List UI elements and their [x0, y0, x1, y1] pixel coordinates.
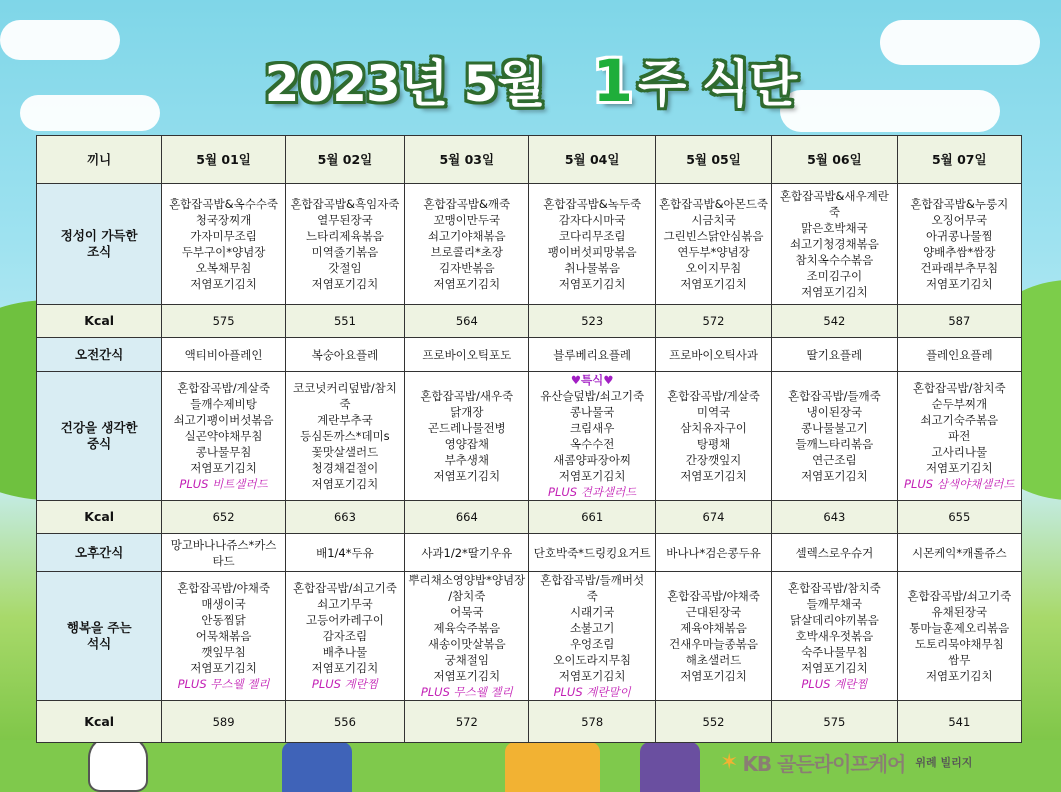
menu-item: 미역국	[696, 405, 731, 419]
menu-item: 저염포기김치	[190, 661, 257, 675]
menu-item: 새콤양파장아찌	[553, 453, 632, 467]
kcal-value: 552	[655, 701, 771, 743]
menu-item: 고사리나물	[931, 445, 988, 459]
character-legs-icon	[282, 742, 352, 792]
menu-item: 제육야채볶음	[680, 621, 747, 635]
kcal-value: 551	[285, 305, 404, 338]
menu-item: 고등어카레구이	[306, 613, 384, 627]
menu-item: 들깨수제비탕	[190, 397, 257, 411]
menu-item: 닭살데리야끼볶음	[789, 613, 879, 627]
menu-item: 혼합잡곡밥/들깨버섯	[540, 573, 645, 587]
breakfast-cell	[529, 184, 655, 305]
menu-item: 혼합잡곡밥/야채죽	[667, 589, 760, 603]
menu-item: 유산슬덮밥/쇠고기죽	[540, 389, 645, 403]
breakfast-kcal-row	[37, 305, 1022, 338]
kcal-value: 643	[772, 501, 897, 534]
afternoon-snack-row	[37, 534, 1022, 572]
snack-item: 바나나*검은콩두유	[666, 545, 761, 560]
dinner-cell	[285, 572, 404, 701]
menu-item: 저염포기김치	[433, 669, 501, 683]
kcal-value: 578	[529, 701, 655, 743]
snack-item: 망고바나나쥬스*카스	[170, 537, 277, 552]
afternoon-snack-cell	[772, 534, 897, 572]
menu-item: 미역줄기볶음	[311, 245, 379, 259]
menu-item: 저염포기김치	[925, 277, 993, 291]
menu-item: 감자다시마국	[558, 213, 626, 227]
menu-item: 쇠고기팽이버섯볶음	[173, 413, 274, 427]
lunch-cell	[897, 372, 1021, 501]
menu-item: 저염포기김치	[680, 277, 747, 291]
menu-item: 해초샐러드	[685, 653, 742, 667]
dinner-cell	[897, 572, 1021, 701]
menu-item: 혼합잡곡밥/게살죽	[667, 389, 760, 403]
brand-name: KB 골든라이프케어	[742, 751, 906, 776]
kcal-value: 523	[529, 305, 655, 338]
morning-snack-label: 오전간식	[37, 338, 162, 372]
kcal-label: Kcal	[37, 305, 162, 338]
afternoon-snack-cell	[162, 534, 285, 572]
menu-item: /참치죽	[448, 589, 486, 603]
snack-item: 플레인요플레	[897, 338, 1021, 372]
menu-item: 시금치국	[691, 213, 736, 227]
menu-item: 숙주나물무침	[801, 645, 868, 659]
header-corner: 끼니	[37, 136, 162, 184]
menu-item: 두부구이*양념장	[181, 245, 266, 259]
kcal-value: 589	[162, 701, 285, 743]
menu-item: 저염포기김치	[558, 277, 626, 291]
title-prefix: 2023년 5월	[264, 55, 545, 113]
menu-item: 아귀콩나물찜	[925, 229, 993, 243]
menu-item: 청국장찌개	[195, 213, 252, 227]
menu-item: 죽	[828, 205, 840, 219]
menu-item: 저염포기김치	[433, 469, 501, 483]
dinner-row	[37, 572, 1022, 701]
afternoon-snack-cell	[285, 534, 404, 572]
menu-item: 냉이된장국	[806, 405, 863, 419]
menu-item: 매생이국	[201, 597, 246, 611]
menu-item: 저염포기김치	[925, 669, 993, 683]
header-date: 5월 06일	[772, 136, 897, 184]
kcal-value: 572	[405, 701, 529, 743]
menu-item: 혼합잡곡밥/들깨죽	[788, 389, 881, 403]
kcal-value: 661	[529, 501, 655, 534]
menu-item: 영양잡채	[444, 437, 490, 451]
lunch-cell	[285, 372, 404, 501]
kcal-value: 655	[897, 501, 1021, 534]
menu-item: 우엉조림	[569, 637, 615, 651]
menu-item: 죽	[339, 397, 351, 411]
snack-item: 딸기요플레	[772, 338, 897, 372]
snack-item: 액티비아플레인	[162, 338, 285, 372]
snack-item: 복숭아요플레	[285, 338, 404, 372]
header-date: 5월 05일	[655, 136, 771, 184]
menu-item: 참치옥수수볶음	[795, 253, 874, 267]
special-badge: ♥특식♥	[570, 373, 614, 387]
menu-item: 혼합잡곡밥/새우죽	[420, 389, 514, 403]
plus-item: PLUS 계란찜	[311, 677, 378, 691]
breakfast-cell	[405, 184, 529, 305]
menu-item: 쌈무	[948, 653, 971, 667]
brand-branch: 위례 빌리지	[915, 756, 973, 769]
header-date: 5월 07일	[897, 136, 1021, 184]
kb-star-icon: ✶	[720, 749, 739, 775]
menu-item: 가자미무조림	[190, 229, 257, 243]
menu-item: 콩나물무침	[195, 445, 252, 459]
menu-item: 그린빈스닭안심볶음	[663, 229, 764, 243]
kcal-value: 652	[162, 501, 285, 534]
plus-item: PLUS 무스웰 젤리	[420, 685, 513, 699]
afternoon-snack-cell	[897, 534, 1021, 572]
menu-item: 꽃맛살샐러드	[311, 445, 379, 459]
page-title	[0, 44, 1061, 116]
menu-item: 저염포기김치	[680, 469, 747, 483]
menu-item: 혼합잡곡밥&녹두죽	[543, 197, 642, 211]
menu-item: 근대된장국	[685, 605, 742, 619]
menu-item: 파전	[948, 429, 971, 443]
menu-item: 순두부찌개	[931, 397, 988, 411]
snack-item: 프로바이오틱포도	[405, 338, 529, 372]
dinner-kcal-row	[37, 701, 1022, 743]
menu-item: 저염포기김치	[925, 461, 993, 475]
menu-item: 팽이버섯피망볶음	[547, 245, 637, 259]
snack-item: 타드	[212, 553, 235, 568]
kcal-value: 564	[405, 305, 529, 338]
snack-item: 블루베리요플레	[529, 338, 655, 372]
menu-item: 저염포기김치	[190, 277, 257, 291]
menu-item: 코다리무조림	[558, 229, 626, 243]
snack-item: 프로바이오틱사과	[655, 338, 771, 372]
menu-item: 양배추쌈*쌈장	[923, 245, 996, 259]
menu-item: 저염포기김치	[311, 277, 379, 291]
menu-item: 혼합잡곡밥/쇠고기죽	[293, 581, 397, 595]
menu-item: 깻잎무침	[201, 645, 246, 659]
menu-item: 저염포기김치	[190, 461, 257, 475]
lunch-kcal-row	[37, 501, 1022, 534]
menu-item: 제육숙주볶음	[433, 621, 501, 635]
menu-item: 배추나물	[322, 645, 368, 659]
dinner-cell	[405, 572, 529, 701]
dog-mascot-icon	[88, 735, 148, 792]
menu-item: 곤드레나물전병	[427, 421, 506, 435]
kcal-value: 663	[285, 501, 404, 534]
menu-item: 혼합잡곡밥/참치죽	[788, 581, 881, 595]
dinner-cell	[772, 572, 897, 701]
menu-item: 혼합잡곡밥&아몬드죽	[659, 197, 768, 211]
menu-item: 닭개장	[450, 405, 484, 419]
snack-item: 단호박죽*드링킹요거트	[533, 545, 651, 560]
afternoon-snack-cell	[405, 534, 529, 572]
afternoon-snack-cell	[529, 534, 655, 572]
menu-item: 느타리제육볶음	[306, 229, 384, 243]
snack-item: 셀렉스로우슈거	[795, 545, 874, 560]
dinner-cell	[529, 572, 655, 701]
menu-item: 맑은호박채국	[801, 221, 868, 235]
menu-item: 시래기국	[569, 605, 615, 619]
kcal-value: 664	[405, 501, 529, 534]
snack-item: 시몬케익*캐롤쥬스	[911, 545, 1007, 560]
kcal-value: 575	[772, 701, 897, 743]
menu-item: 혼합잡곡밥/게살죽	[177, 381, 270, 395]
menu-item: 저염포기김치	[801, 469, 868, 483]
menu-item: 크림새우	[569, 421, 615, 435]
header-row	[37, 136, 1022, 184]
lunch-cell	[405, 372, 529, 501]
kcal-value: 541	[897, 701, 1021, 743]
menu-item: 어묵국	[450, 605, 484, 619]
menu-item: 꼬맹이만두국	[433, 213, 501, 227]
kcal-value: 587	[897, 305, 1021, 338]
menu-item: 오이도라지무침	[553, 653, 632, 667]
character-legs-icon	[640, 742, 700, 792]
menu-item: 어묵채볶음	[195, 629, 252, 643]
header-date: 5월 01일	[162, 136, 285, 184]
breakfast-cell	[655, 184, 771, 305]
afternoon-snack-cell	[655, 534, 771, 572]
snack-item: 배1/4*두유	[316, 545, 374, 560]
lunch-cell	[655, 372, 771, 501]
menu-item: 오복채무침	[195, 261, 252, 275]
menu-item: 건파래부추무침	[920, 261, 999, 275]
dinner-cell	[655, 572, 771, 701]
header-date: 5월 02일	[285, 136, 404, 184]
menu-item: 오징어무국	[931, 213, 988, 227]
lunch-cell	[772, 372, 897, 501]
breakfast-cell	[772, 184, 897, 305]
menu-item: 호박새우젓볶음	[795, 629, 874, 643]
kcal-value: 575	[162, 305, 285, 338]
menu-item: 소불고기	[569, 621, 615, 635]
menu-item: 혼합잡곡밥/참치죽	[912, 381, 1006, 395]
brand-logo	[720, 747, 1050, 777]
menu-item: 쇠고기야채볶음	[427, 229, 506, 243]
menu-item: 들깨느타리볶음	[795, 437, 874, 451]
menu-item: 혼합잡곡밥&누룽지	[910, 197, 1009, 211]
snack-item: 사과1/2*딸기우유	[421, 545, 513, 560]
menu-item: 취나물볶음	[564, 261, 620, 275]
menu-item: 감자조림	[322, 629, 368, 643]
plus-item: PLUS 견과샐러드	[548, 485, 637, 499]
menu-item: 저염포기김치	[558, 469, 626, 483]
kcal-value: 572	[655, 305, 771, 338]
menu-item: 저염포기김치	[680, 669, 747, 683]
menu-item: 저염포기김치	[311, 661, 379, 675]
header-date: 5월 03일	[405, 136, 529, 184]
lunch-row	[37, 372, 1022, 501]
plus-item: PLUS 계란말이	[553, 685, 631, 699]
menu-item: 건새우마늘종볶음	[669, 637, 758, 651]
menu-item: 혼합잡곡밥/야채죽	[177, 581, 270, 595]
menu-item: 등심돈까스*데미s	[300, 429, 390, 443]
breakfast-label: 정성이 가득한 조식	[37, 184, 162, 305]
lunch-cell	[529, 372, 655, 501]
kcal-value: 556	[285, 701, 404, 743]
menu-item: 콩나물불고기	[801, 421, 868, 435]
plus-item: PLUS 비트샐러드	[179, 477, 268, 491]
kcal-label: Kcal	[37, 701, 162, 743]
breakfast-row	[37, 184, 1022, 305]
menu-item: 쇠고기숙주볶음	[920, 413, 999, 427]
kcal-value: 542	[772, 305, 897, 338]
menu-item: 들깨무채국	[806, 597, 863, 611]
menu-item: 혼합잡곡밥&깨죽	[423, 197, 511, 211]
menu-item: 혼합잡곡밥/쇠고기죽	[907, 589, 1012, 603]
menu-item: 조미김구이	[806, 269, 863, 283]
weekly-menu-table	[36, 135, 1022, 743]
menu-item: 혼합잡곡밥&흑임자죽	[290, 197, 400, 211]
kcal-value: 674	[655, 501, 771, 534]
menu-item: 콩나물국	[569, 405, 615, 419]
menu-item: 쇠고기무국	[317, 597, 373, 611]
plus-item: PLUS 계란찜	[801, 677, 868, 691]
lunch-cell	[162, 372, 285, 501]
morning-snack-row	[37, 338, 1022, 372]
menu-item: 간장깻잎지	[685, 453, 742, 467]
menu-item: 저염포기김치	[801, 285, 868, 299]
menu-item: 저염포기김치	[311, 477, 379, 491]
menu-item: 실곤약야채무침	[184, 429, 263, 443]
menu-item: 안동찜닭	[201, 613, 246, 627]
menu-item: 계란부추국	[317, 413, 373, 427]
menu-item: 새송이맛살볶음	[427, 637, 506, 651]
breakfast-cell	[162, 184, 285, 305]
menu-item: 김자반볶음	[439, 261, 495, 275]
plus-item: PLUS 무스웰 젤리	[177, 677, 270, 691]
menu-item: 부추생채	[444, 453, 490, 467]
menu-item: 저염포기김치	[801, 661, 868, 675]
menu-item: 혼합잡곡밥&옥수수죽	[169, 197, 279, 211]
breakfast-cell	[897, 184, 1021, 305]
menu-item: 청경채겉절이	[311, 461, 379, 475]
menu-item: 갓절임	[328, 261, 362, 275]
header-date: 5월 04일	[529, 136, 655, 184]
menu-item: 옥수수전	[569, 437, 615, 451]
menu-item: 통마늘훈제오리볶음	[909, 621, 1010, 635]
menu-item: 탕평채	[696, 437, 731, 451]
menu-item: 삼치유자구이	[680, 421, 747, 435]
menu-item: 연근조림	[812, 453, 857, 467]
character-legs-icon	[505, 742, 600, 792]
menu-item: 오이지무침	[685, 261, 742, 275]
breakfast-cell	[285, 184, 404, 305]
menu-item: 저염포기김치	[433, 277, 501, 291]
afternoon-snack-label: 오후간식	[37, 534, 162, 572]
menu-item: 죽	[586, 589, 598, 603]
menu-item: 코코넛커리덮밥/참치	[293, 381, 397, 395]
menu-item: 연두부*양념장	[677, 245, 750, 259]
dinner-label: 행복을 주는 석식	[37, 572, 162, 701]
kcal-label: Kcal	[37, 501, 162, 534]
menu-item: 유채된장국	[931, 605, 988, 619]
plus-item: PLUS 삼색야채샐러드	[904, 477, 1015, 491]
menu-item: 도토리묵야채무침	[914, 637, 1004, 651]
title-week-number: 1	[592, 47, 632, 115]
menu-item: 혼합잡곡밥&새우계란	[779, 189, 889, 203]
menu-item: 열무된장국	[317, 213, 373, 227]
title-suffix: 주 식단	[638, 55, 797, 113]
menu-item: 뿌리채소영양밥*양념장	[408, 573, 526, 587]
lunch-label: 건강을 생각한 중식	[37, 372, 162, 501]
menu-item: 저염포기김치	[558, 669, 626, 683]
dinner-cell	[162, 572, 285, 701]
menu-item: 궁채절임	[444, 653, 490, 667]
menu-item: 쇠고기청경채볶음	[789, 237, 879, 251]
menu-item: 브로콜리*초장	[430, 245, 503, 259]
